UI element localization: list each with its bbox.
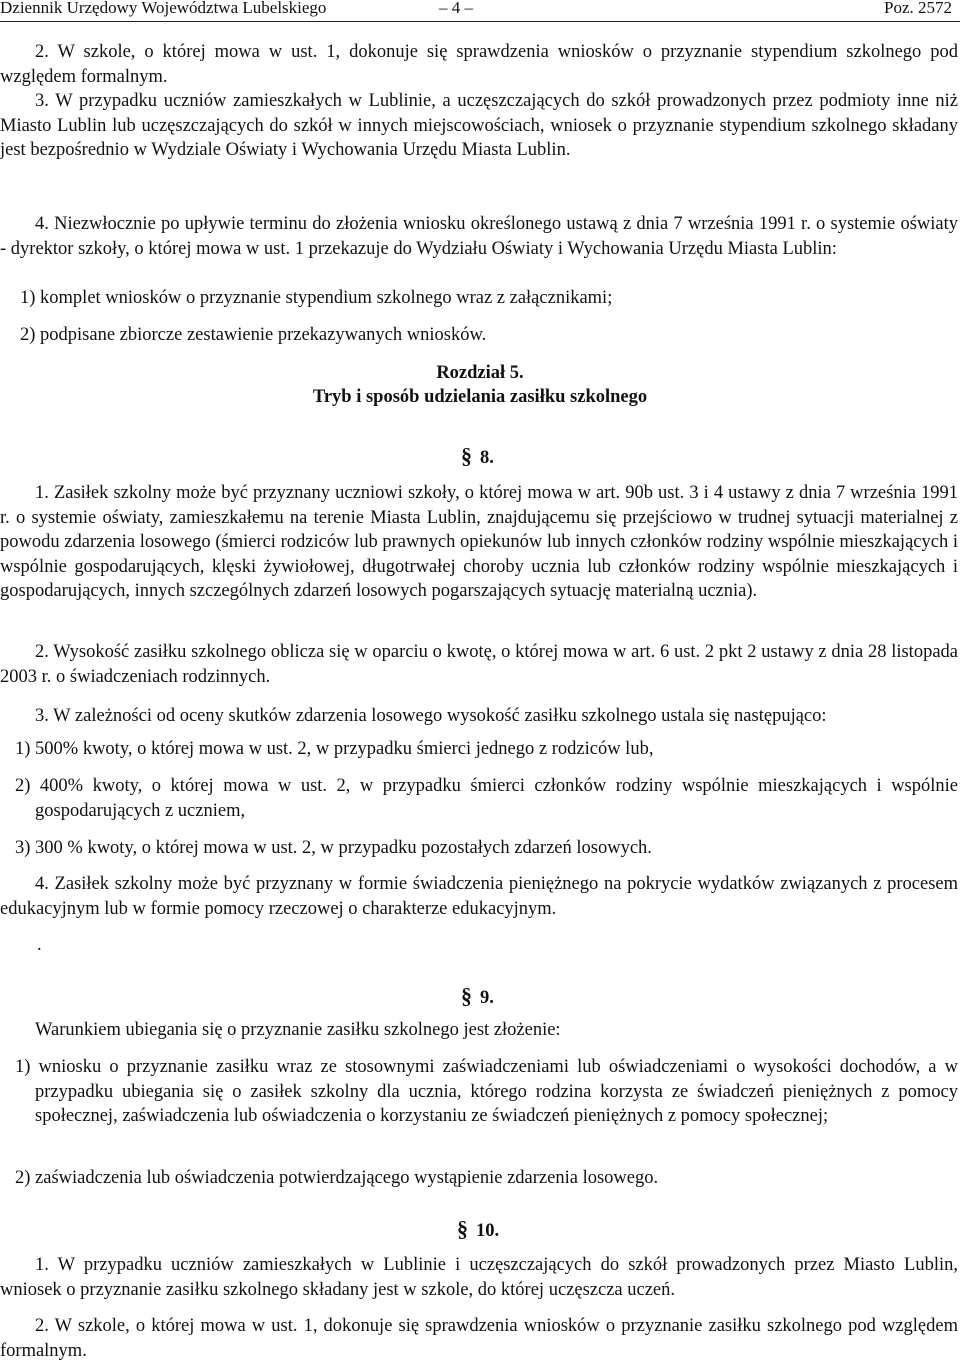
s8-paragraph-4: 4. Zasiłek szkolny może być przyznany w formie świadczenia pieniężnego na pokrycie wydatków związanych z procesem edukacyjnym lub w formie pomocy rzeczowej o charakterze edukacyjnym. bbox=[0, 874, 958, 919]
s7-item-1: 1) komplet wniosków o przyznanie stypendium szkolnego wraz z załącznikami; bbox=[20, 288, 613, 308]
s9-item-2: 2) zaświadczenia lub oświadczenia potwierdzającego wystąpienie zdarzenia losowego. bbox=[15, 1168, 659, 1188]
s10-paragraph-1: 1. W przypadku uczniów zamieszkałych w Lublinie i uczęszczających do szkół prowadzonych przez Miasto Lublin, wniosek o przyznanie zasiłku szkolnego składany jest w szkole, do której uczęszcza uczeń. bbox=[0, 1255, 958, 1300]
header-rule bbox=[0, 21, 960, 22]
s8-item-1: 1) 500% kwoty, o której mowa w ust. 2, w przypadku śmierci jednego z rodziców lub, bbox=[15, 739, 654, 759]
s8-paragraph-2: 2. Wysokość zasiłku szkolnego oblicza się w oparciu o kwotę, o której mowa w art. 6 ust. 2 pkt 2 ustawy z dnia 28 listopada 2003 r. o świadczeniach rodzinnych. bbox=[0, 642, 958, 687]
s7-item-2: 2) podpisane zbiorcze zestawienie przekazywanych wniosków. bbox=[20, 325, 487, 345]
section-number: 8. bbox=[480, 448, 494, 468]
s8-item-2: 2) 400% kwoty, o której mowa w ust. 2, w przypadku śmierci członków rodziny wspólnie mieszkających i wspólnie gospodarujących z uczniem, bbox=[15, 776, 958, 821]
s10-paragraph-2: 2. W szkole, o której mowa w ust. 1, dokonuje się sprawdzenia wniosków o przyznanie zasiłku szkolnego pod względem formalnym. bbox=[0, 1316, 958, 1361]
s8-item-3: 3) 300 % kwoty, o której mowa w ust. 2, w przypadku pozostałych zdarzeń losowych. bbox=[15, 838, 652, 858]
section-number: 10. bbox=[476, 1221, 500, 1241]
s7-paragraph-2: 2. W szkole, o której mowa w ust. 1, dokonuje się sprawdzenia wniosków o przyznanie stypendium szkolnego pod względem formalnym. bbox=[0, 42, 958, 87]
s9-item-1: 1) wniosku o przyznanie zasiłku wraz ze stosownymi zaświadczeniami lub oświadczeniami o wysokości dochodów, a w przypadku ubiegania się o zasiłek szkolny dla ucznia, którego rodzina korzysta ze świadczeń pieniężnych z pomocy społecznej, zaświadczenia lub oświadczenia o korzystaniu ze świadczeń pieniężnych z pomocy społecznej; bbox=[15, 1057, 958, 1126]
section-mark: § bbox=[461, 443, 472, 468]
chapter-subtitle: Tryb i sposób udzielania zasiłku szkolnego bbox=[312, 387, 648, 407]
journal-title: Dziennik Urzędowy Województwa Lubelskiego bbox=[0, 0, 327, 17]
section-number: 9. bbox=[480, 988, 494, 1008]
s8-paragraph-3: 3. W zależności od oceny skutków zdarzenia losowego wysokość zasiłku szkolnego ustala się następująco: bbox=[35, 706, 827, 726]
chapter-title: Rozdział 5. bbox=[436, 363, 524, 383]
section-8-heading bbox=[461, 444, 494, 471]
section-mark: § bbox=[461, 983, 472, 1008]
section-9-heading bbox=[461, 984, 494, 1011]
s7-paragraph-4: 4. Niezwłocznie po upływie terminu do złożenia wniosku określonego ustawą z dnia 7 września 1991 r. o systemie oświaty - dyrektor szkoły, o której mowa w ust. 1 przekazuje do Wydziału Oświaty i Wychowania Urzędu Miasta Lublin: bbox=[0, 214, 958, 259]
page-header bbox=[0, 0, 952, 19]
stray-dot: . bbox=[37, 935, 42, 955]
page-number: – 4 – bbox=[439, 0, 473, 17]
s7-paragraph-3: 3. W przypadku uczniów zamieszkałych w Lublinie, a uczęszczających do szkół prowadzonych przez podmioty inne niż Miasto Lublin lub uczęszczających do szkół w innych miejscowościach, wniosek o przyznanie stypendium szkolnego składany jest bezpośrednio w Wydziale Oświaty i Wychowania Urzędu Miasta Lublin. bbox=[0, 91, 958, 160]
section-10-heading bbox=[457, 1217, 499, 1244]
s8-paragraph-1: 1. Zasiłek szkolny może być przyznany uczniowi szkoły, o której mowa w art. 90b ust. 3 i 4 ustawy z dnia 7 września 1991 r. o systemie oświaty, zamieszkałemu na terenie Miasta Lublin, znajdującemu się przejściowo w trudnej sytuacji materialnej z powodu zdarzenia losowego (śmierci rodziców lub prawnych opiekunów lub innych członków rodziny wspólnie mieszkających i wspólnie gospodarujących, klęski żywiołowej, długotrwałej choroby ucznia lub członków rodziny wspólnie mieszkających i gospodarujących, innych szczególnych zdarzeń losowych pogarszających sytuację materialną ucznia). bbox=[0, 483, 958, 601]
position-number: Poz. 2572 bbox=[884, 0, 952, 17]
s9-intro: Warunkiem ubiegania się o przyznanie zasiłku szkolnego jest złożenie: bbox=[35, 1020, 561, 1040]
section-mark: § bbox=[457, 1216, 468, 1241]
